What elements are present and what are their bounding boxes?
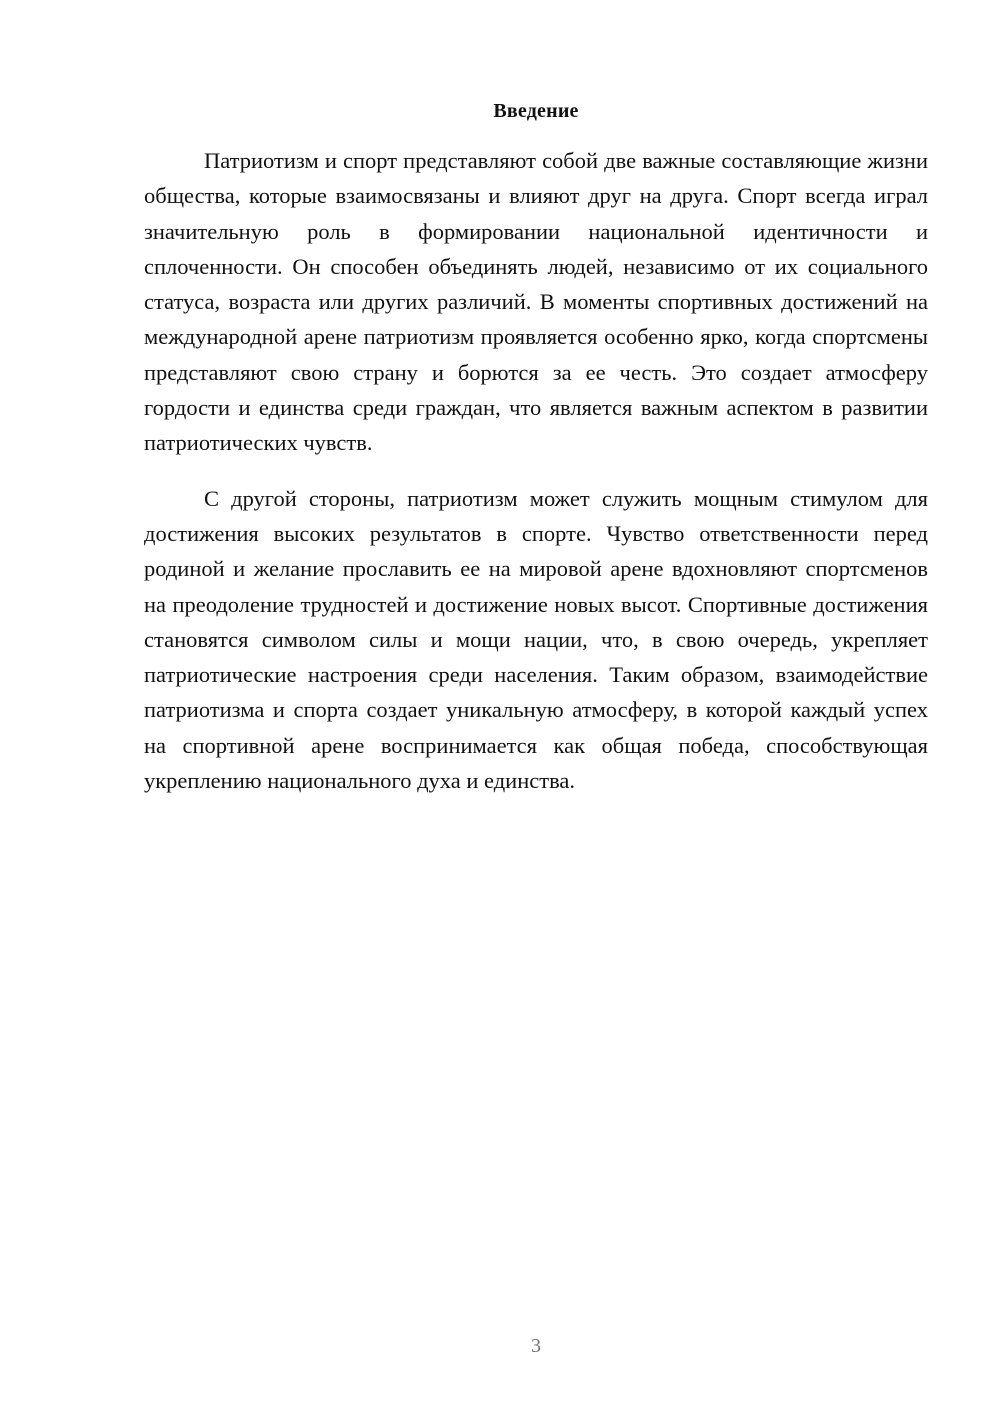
page-number: 3 xyxy=(531,1335,541,1357)
paragraph-introduction-1: Патриотизм и спорт представляют собой две важные составляющие жизни общества, которые взаимосвязаны и влияют друг на друга. Спорт всегда играл значительную роль в формировании национальной идентичности и сплоченности. Он способен объединять людей, независимо от их социального статуса, возраста или других различий. В моменты спортивных достижений на международной арене патриотизм проявляется особенно ярко, когда спортсмены представляют свою страну и борются за ее честь. Это создает атмосферу гордости и единства среди граждан, что является важным аспектом в развитии патриотических чувств. xyxy=(144,148,928,456)
page-title: Введение xyxy=(493,100,579,122)
document-body xyxy=(144,143,928,798)
paragraph-introduction-2: С другой стороны, патриотизм может служить мощным стимулом для достижения высоких результатов в спорте. Чувство ответственности перед родиной и желание прославить ее на мировой арене вдохновляют спортсменов на преодоление трудностей и достижение новых высот. Спортивные достижения становятся символом силы и мощи нации, что, в свою очередь, укрепляет патриотические настроения среди населения. Таким образом, взаимодействие патриотизма и спорта создает уникальную атмосферу, в которой каждый успех на спортивной арене воспринимается как общая победа, способствующая укреплению национального духа и единства. xyxy=(144,485,928,794)
